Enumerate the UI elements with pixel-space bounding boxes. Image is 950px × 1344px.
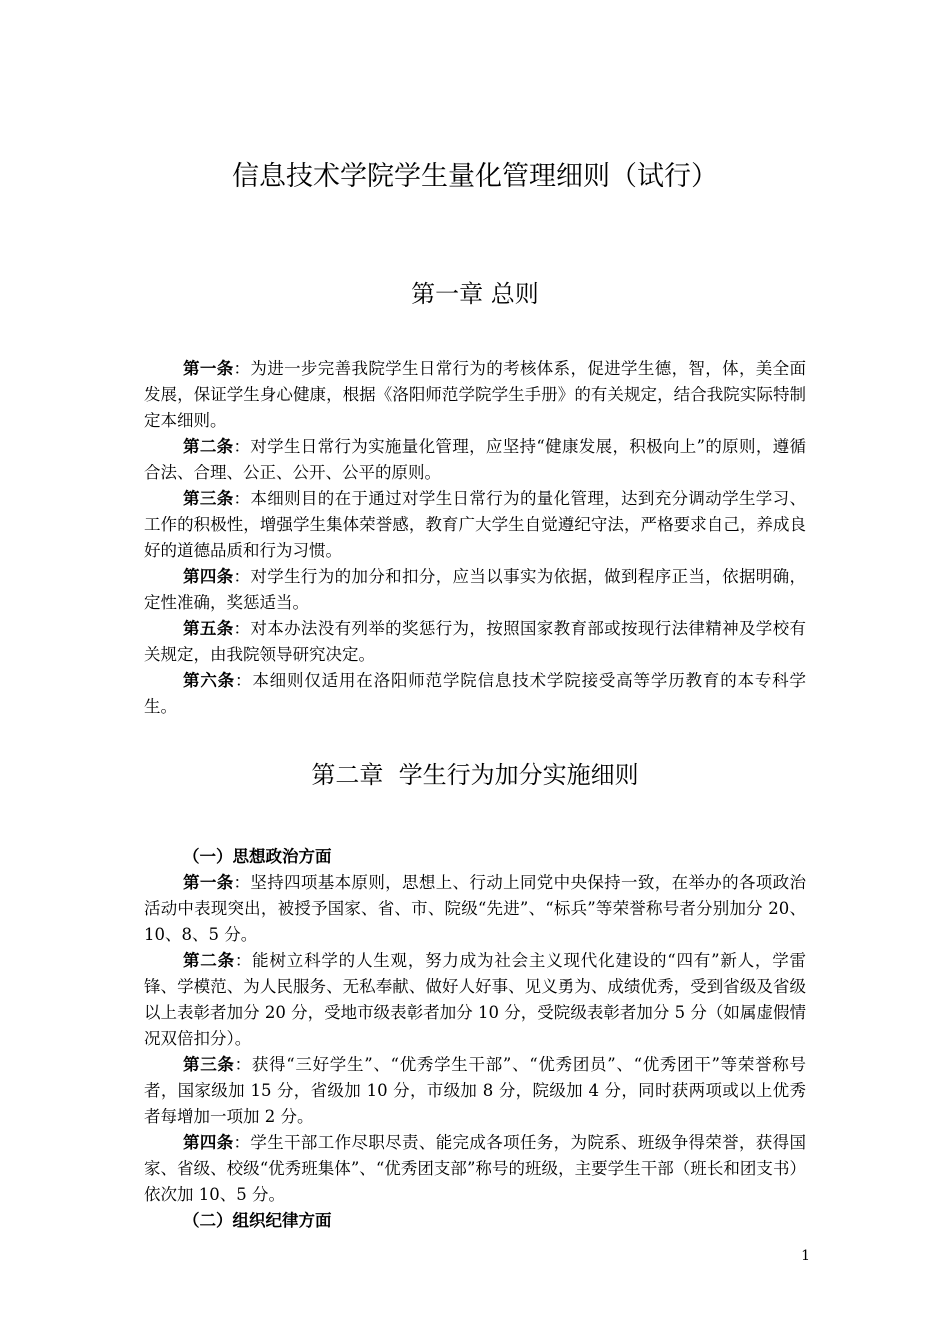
article-paragraph <box>144 668 806 720</box>
article-label: 第二条 <box>183 437 234 456</box>
chapter-2-body <box>144 844 806 1234</box>
article-label: 第三条 <box>183 1055 235 1074</box>
article-text: ：对学生行为的加分和扣分，应当以事实为依据，做到程序正当，依据明确，定性准确，奖惩适当。 <box>144 567 807 612</box>
article-text: ：对本办法没有列举的奖惩行为，按照国家教育部或按现行法律精神及学校有关规定，由我院领导研究决定。 <box>144 619 807 664</box>
article-text: ：坚持四项基本原则，思想上、行动上同党中央保持一致，在举办的各项政治活动中表现突出，被授予国家、省、市、院级“先进”、“标兵”等荣誉称号者分别加分 20、10、8、5 分。 <box>144 873 807 944</box>
article-label: 第一条 <box>183 359 234 378</box>
article-label: 第四条 <box>183 1133 234 1152</box>
article-label: 第四条 <box>183 567 234 586</box>
article-label: 第二条 <box>183 951 235 970</box>
article-label: 第三条 <box>183 489 234 508</box>
article-label: 第五条 <box>183 619 234 638</box>
article-text: ：能树立科学的人生观，努力成为社会主义现代化建设的“四有”新人，学雷锋、学模范、为人民服务、无私奉献、做好人好事、见义勇为、成绩优秀，受到省级及省级以上表彰者加分 20 分，受地市级表彰者加分 10 分，受院级表彰者加分 5 分（如属虚假情况双倍扣分）。 <box>144 951 807 1048</box>
article-text: ：本细则目的在于通过对学生日常行为的量化管理，达到充分调动学生学习、工作的积极性，增强学生集体荣誉感，教育广大学生自觉遵纪守法，严格要求自己，养成良好的道德品质和行为习惯。 <box>144 489 807 560</box>
article-paragraph <box>144 948 806 1052</box>
article-paragraph <box>144 356 806 434</box>
article-text: ：获得“三好学生”、“优秀学生干部”、“优秀团员”、“优秀团干”等荣誉称号者，国家级加 15 分，省级加 10 分，市级加 8 分，院级加 4 分，同时获两项或以上优秀者每增加一项加 2 分。 <box>144 1055 807 1126</box>
article-text: ：为进一步完善我院学生日常行为的考核体系，促进学生德，智，体，美全面发展，保证学生身心健康，根据《洛阳师范学院学生手册》的有关规定，结合我院实际特制定本细则。 <box>144 359 807 430</box>
chapter-1-heading: 第一章 总则 <box>411 280 539 308</box>
article-paragraph <box>144 564 806 616</box>
article-paragraph <box>144 1130 806 1208</box>
document-title: 信息技术学院学生量化管理细则（试行） <box>232 161 718 192</box>
section-heading-discipline: （二）组织纪律方面 <box>183 1211 332 1230</box>
chapter-1-body <box>144 356 806 720</box>
section-heading-political: （一）思想政治方面 <box>183 847 332 866</box>
chapter-2-heading: 第二章 学生行为加分实施细则 <box>311 761 639 789</box>
article-label: 第一条 <box>183 873 234 892</box>
page-number: 1 <box>801 1248 810 1264</box>
article-text: ：学生干部工作尽职尽责、能完成各项任务，为院系、班级争得荣誉，获得国家、省级、校级“优秀班集体”、“优秀团支部”称号的班级，主要学生干部（班长和团支书）依次加 10、5 分。 <box>144 1133 807 1204</box>
article-paragraph <box>144 1052 806 1130</box>
article-paragraph <box>144 486 806 564</box>
article-paragraph <box>144 870 806 948</box>
article-paragraph <box>144 434 806 486</box>
article-paragraph <box>144 616 806 668</box>
article-text: ：本细则仅适用在洛阳师范学院信息技术学院接受高等学历教育的本专科学生。 <box>144 671 807 716</box>
article-text: ：对学生日常行为实施量化管理，应坚持“健康发展，积极向上”的原则，遵循合法、合理、公正、公开、公平的原则。 <box>144 437 806 482</box>
article-label: 第六条 <box>183 671 235 690</box>
